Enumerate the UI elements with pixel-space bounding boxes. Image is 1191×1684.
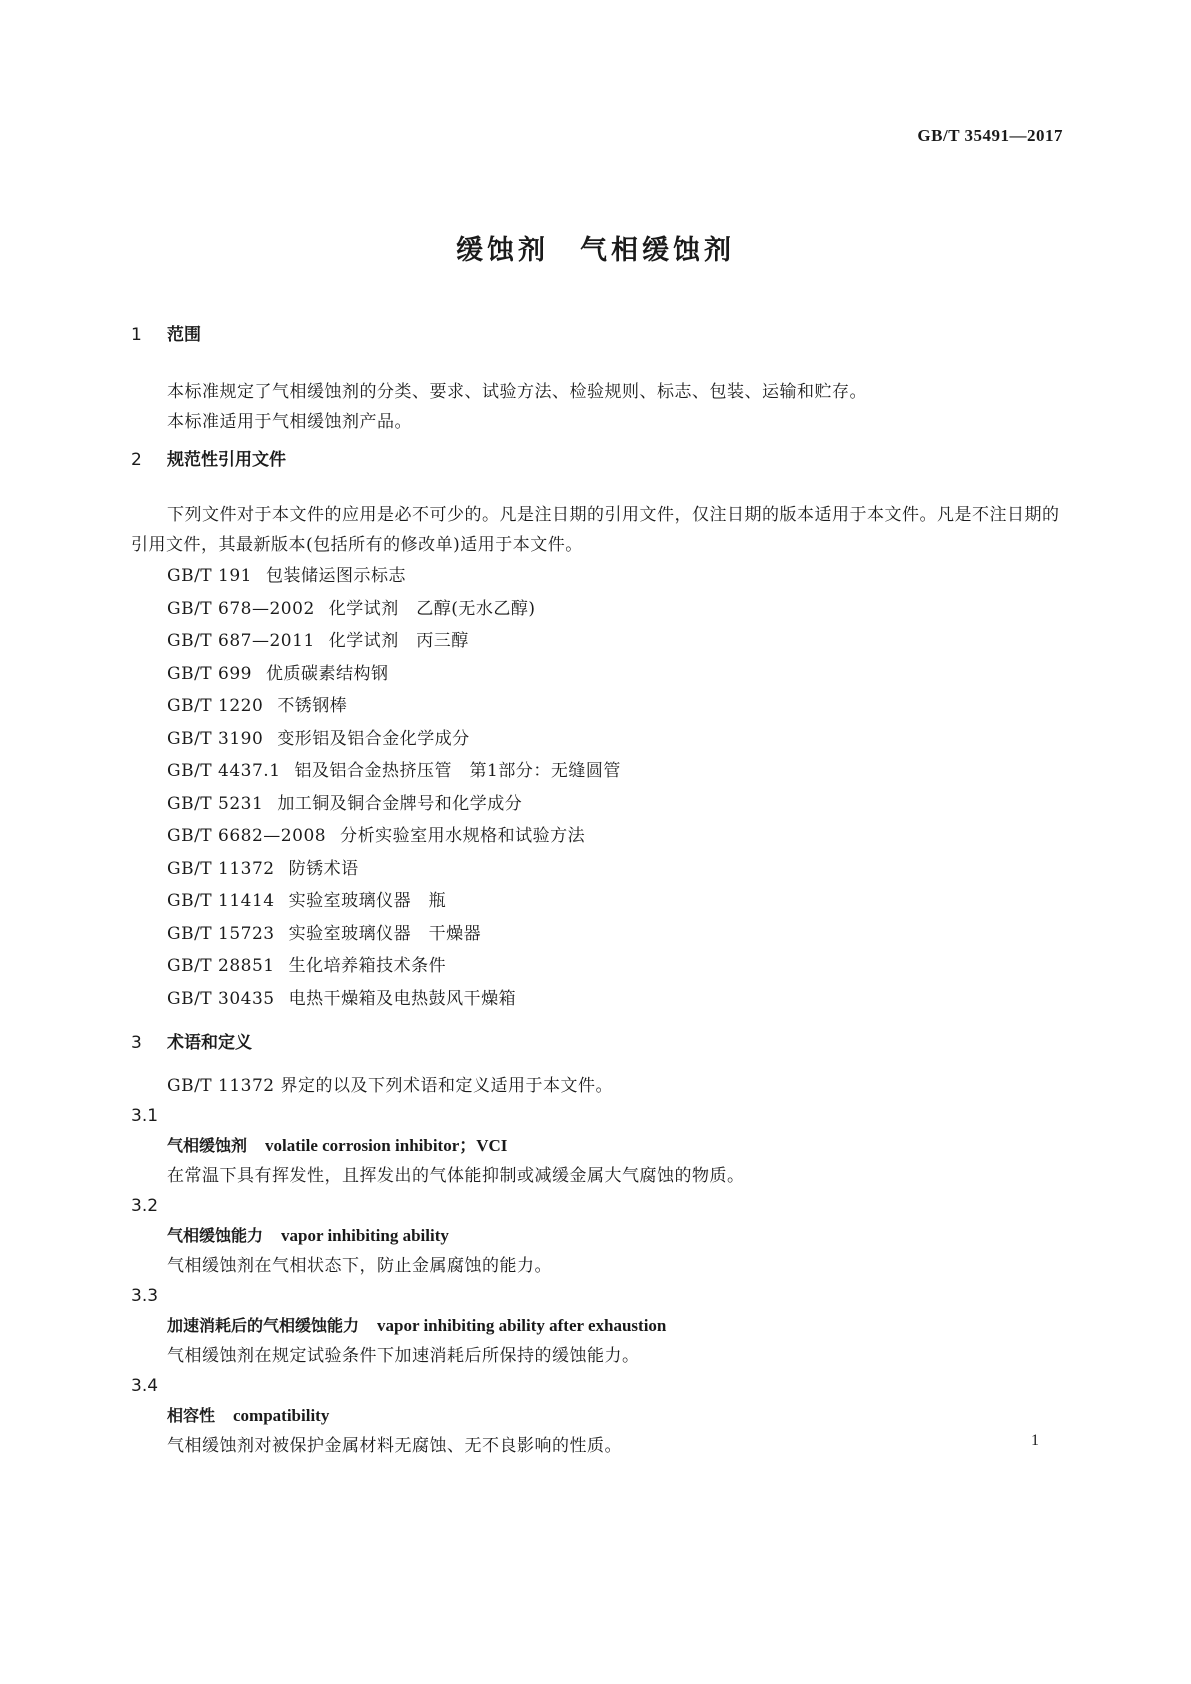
- reference-title: 实验室玻璃仪器 干燥器: [288, 923, 482, 944]
- section-number: 1: [131, 325, 142, 345]
- reference-code: GB/T 1220: [167, 696, 264, 716]
- term-en: compatibility: [233, 1406, 330, 1425]
- reference-code: GB/T 3190: [167, 728, 264, 749]
- reference-title: 包装储运图示标志: [266, 566, 406, 586]
- document-title: 缓蚀剂 气相缓蚀剂: [456, 235, 735, 266]
- reference-title: 变形铝及铝合金化学成分: [277, 728, 470, 749]
- section-normative-references: [131, 448, 1061, 1015]
- reference-item: [131, 950, 1061, 983]
- reference-item: [131, 853, 1061, 886]
- reference-code: GB/T 191: [167, 566, 252, 586]
- term-definition: 气相缓蚀剂在规定试验条件下加速消耗后所保持的缓蚀能力。: [167, 1346, 640, 1366]
- term-number: 3.4: [131, 1376, 159, 1396]
- reference-title: 防锈术语: [288, 858, 359, 879]
- section-number: 2: [131, 450, 142, 470]
- reference-title: 电热干燥箱及电热鼓风干燥箱: [288, 988, 517, 1009]
- reference-code: GB/T 11414: [167, 891, 275, 911]
- section-heading: [131, 323, 1061, 347]
- reference-item: [131, 723, 1061, 756]
- term-number: 3.1: [131, 1106, 159, 1126]
- reference-code: GB/T 4437.1: [167, 761, 281, 781]
- reference-item: [131, 560, 1061, 593]
- section-scope: [131, 323, 1061, 437]
- term-entry: [131, 1371, 1061, 1461]
- reference-code: GB/T 15723: [167, 923, 275, 944]
- reference-code: GB/T 5231: [167, 793, 264, 814]
- reference-list: [131, 560, 1061, 1015]
- term-en: volatile corrosion inhibitor；VCI: [265, 1136, 508, 1155]
- reference-title: 铝及铝合金热挤压管 第1部分：无缝圆管: [294, 761, 621, 781]
- reference-item: [131, 755, 1061, 788]
- section-title: 范围: [167, 325, 201, 345]
- reference-code: GB/T 30435: [167, 988, 275, 1009]
- term-cn: 加速消耗后的气相缓蚀能力: [167, 1316, 360, 1335]
- reference-item: [131, 918, 1061, 951]
- reference-item: [131, 788, 1061, 821]
- reference-title: 生化培养箱技术条件: [288, 956, 447, 976]
- reference-item: [131, 820, 1061, 853]
- reference-code: GB/T 6682—2008: [167, 826, 327, 846]
- term-definition: 气相缓蚀剂对被保护金属材料无腐蚀、无不良影响的性质。: [167, 1436, 622, 1456]
- reference-code: GB/T 687—2011: [167, 631, 315, 651]
- section-title: 规范性引用文件: [167, 450, 286, 470]
- section-title: 术语和定义: [167, 1033, 252, 1053]
- term-entry: [131, 1101, 1061, 1191]
- section-terms-definitions: [131, 1031, 1061, 1461]
- section-number: 3: [131, 1033, 142, 1053]
- paragraph: GB/T 11372 界定的以及下列术语和定义适用于本文件。: [167, 1076, 614, 1096]
- paragraph: 下列文件对于本文件的应用是必不可少的。凡是注日期的引用文件，仅注日期的版本适用于本文件。凡是不注日期的引用文件，其最新版本(包括所有的修改单)适用于本文件。: [131, 505, 1060, 555]
- reference-title: 化学试剂 乙醇(无水乙醇): [328, 598, 536, 619]
- term-en: vapor inhibiting ability: [281, 1226, 449, 1245]
- term-cn: 气相缓蚀能力: [167, 1226, 264, 1245]
- term-en: vapor inhibiting ability after exhaustion: [377, 1316, 667, 1335]
- paragraph: 本标准规定了气相缓蚀剂的分类、要求、试验方法、检验规则、标志、包装、运输和贮存。: [167, 382, 867, 402]
- reference-item: [131, 885, 1061, 918]
- term-number: 3.2: [131, 1196, 159, 1216]
- term-name: [131, 1131, 1061, 1161]
- reference-item: [131, 593, 1061, 626]
- reference-title: 不锈钢棒: [277, 696, 348, 716]
- term-name: [131, 1401, 1061, 1431]
- reference-code: GB/T 699: [167, 663, 252, 684]
- term-definition: 在常温下具有挥发性，且挥发出的气体能抑制或减缓金属大气腐蚀的物质。: [167, 1166, 745, 1186]
- term-cn: 气相缓蚀剂: [167, 1136, 248, 1155]
- standard-code: GB/T 35491—2017: [917, 126, 1063, 145]
- reference-title: 优质碳素结构钢: [266, 663, 389, 684]
- section-heading: [131, 1031, 1061, 1055]
- reference-title: 化学试剂 丙三醇: [328, 631, 469, 651]
- reference-item: [131, 690, 1061, 723]
- term-cn: 相容性: [167, 1406, 216, 1425]
- reference-title: 实验室玻璃仪器 瓶: [288, 891, 447, 911]
- term-definition: 气相缓蚀剂在气相状态下，防止金属腐蚀的能力。: [167, 1256, 552, 1276]
- reference-code: GB/T 678—2002: [167, 598, 315, 619]
- reference-title: 分析实验室用水规格和试验方法: [340, 826, 586, 846]
- term-name: [131, 1311, 1061, 1341]
- reference-code: GB/T 28851: [167, 956, 275, 976]
- term-number: 3.3: [131, 1286, 159, 1306]
- page-number: 1: [1031, 1432, 1039, 1449]
- reference-item: [131, 658, 1061, 691]
- term-entry: [131, 1191, 1061, 1281]
- section-heading: [131, 448, 1061, 472]
- document-body: [131, 323, 1061, 1461]
- paragraph: 本标准适用于气相缓蚀剂产品。: [167, 412, 412, 432]
- reference-item: [131, 983, 1061, 1016]
- reference-title: 加工铜及铜合金牌号和化学成分: [277, 793, 523, 814]
- term-name: [131, 1221, 1061, 1251]
- term-entry: [131, 1281, 1061, 1371]
- reference-code: GB/T 11372: [167, 858, 275, 879]
- reference-item: [131, 625, 1061, 658]
